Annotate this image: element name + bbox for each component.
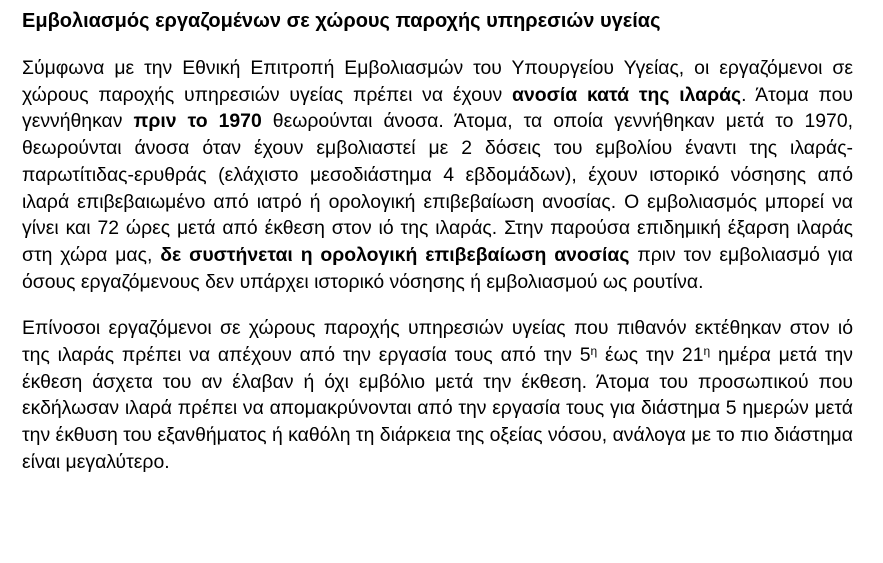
- paragraph1-bold-before-1970: πριν το 1970: [133, 110, 262, 133]
- paragraph2-text-2: έως την 21: [597, 344, 704, 367]
- paragraph1-bold-immunity: ανοσία κατά της ιλαράς: [512, 83, 742, 106]
- document-title: Εμβολιασμός εργαζομένων σε χώρους παροχής υπηρεσιών υγείας: [22, 10, 661, 32]
- paragraph1-bold-no-serology: δε συστήνεται η ορολογική επιβεβαίωση ανοσίας: [160, 243, 630, 266]
- paragraph1-text-4: πριν τον εμβολιασμό για όσους εργαζόμενους δεν υπάρχει ιστορικό νόσησης ή εμβολιασμού ως ρουτίνα.: [22, 243, 854, 293]
- paragraph2-superscript-1: η: [590, 344, 598, 359]
- paragraph-exposure-exclusion: [22, 315, 853, 475]
- paragraph2-text-3: ημέρα μετά την έκθεση άσχετα του αν έλαβαν ή όχι εμβόλιο μετά την έκθεση. Άτομα του προσωπικού που εκδήλωσαν ιλαρά πρέπει να απομακρύνονται από την εργασία τους για διάστημα 5 ημερών μετά την έκθυση του εξανθήματος ή καθόλη τη διάρκεια της οξείας νόσου, ανάλογα με το πιο διάστημα είναι μεγαλύτερο.: [22, 344, 854, 473]
- paragraph1-text-2: . Άτομα που γεννήθηκαν: [22, 83, 853, 133]
- paragraph1-text-3: θεωρούνται άνοσα. Άτομα, τα οποία γεννήθηκαν μετά το 1970, θεωρούνται άνοσα όταν έχουν εμβολιαστεί με 2 δόσεις του εμβολίου έναντι της ιλαράς-παρωτίτιδας-ερυθράς (ελάχιστο μεσοδιάστημα 4 εβδομάδων), έχουν ιστορικό νόσησης από ιλαρά επιβεβαιωμένο από ιατρό ή ορολογική επιβεβαίωση ανοσίας. Ο εμβολιασμός μπορεί να γίνει και 72 ώρες μετά από έκθεση στον ιό της ιλαράς. Στην παρούσα επιδημική έξαρση ιλαράς στη χώρα μας,: [22, 110, 853, 266]
- paragraph1-text-1: Σύμφωνα με την Εθνική Επιτροπή Εμβολιασμών του Υπουργείου Υγείας, οι εργαζόμενοι σε χώρους παροχής υπηρεσιών υγείας πρέπει να έχουν: [22, 57, 853, 106]
- paragraph2-text-1: Επίνοσοι εργαζόμενοι σε χώρους παροχής υπηρεσιών υγείας που πιθανόν εκτέθηκαν στον ιό της ιλαράς πρέπει να απέχουν από την εργασία τους από την 5: [22, 317, 853, 367]
- paragraph-vaccination-requirements: [22, 55, 853, 295]
- paragraph2-superscript-2: η: [703, 344, 711, 359]
